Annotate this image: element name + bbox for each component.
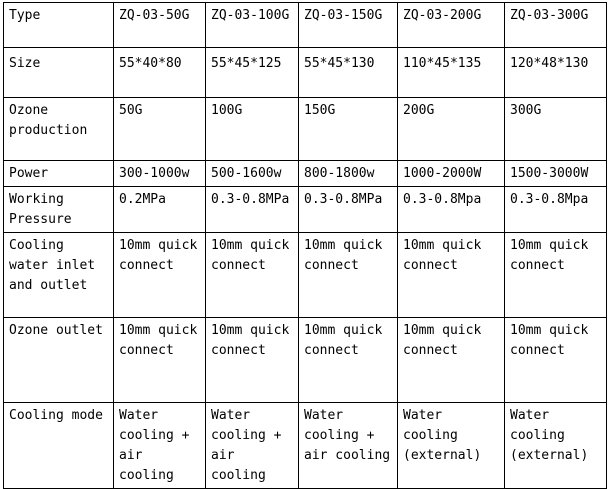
table-cell: 200G [398, 98, 505, 161]
table-row-ozone-outlet [4, 318, 607, 403]
table-cell: 110*45*135 [398, 48, 505, 98]
header-row [4, 3, 607, 48]
row-label: Ozone production [4, 98, 114, 161]
table-cell: 10mm quick connect [206, 233, 299, 318]
table-cell: Water cooling + air cooling [114, 403, 206, 489]
table-cell: Water cooling (external) [398, 403, 505, 489]
table-cell: 300-1000w [114, 161, 206, 187]
table-cell: 10mm quick connect [114, 318, 206, 403]
table-cell: 0.2MPa [114, 187, 206, 233]
table-cell: 55*40*80 [114, 48, 206, 98]
header-model-50g: ZQ-03-50G [114, 3, 206, 48]
table-row-working-pressure [4, 187, 607, 233]
header-model-100g: ZQ-03-100G [206, 3, 299, 48]
table-cell: 300G [505, 98, 607, 161]
table-cell: 0.3-0.8MPa [299, 187, 398, 233]
table-cell: 10mm quick connect [398, 318, 505, 403]
table-cell: 0.3-0.8Mpa [505, 187, 607, 233]
table-cell: 500-1600w [206, 161, 299, 187]
table-cell: 10mm quick connect [206, 318, 299, 403]
table-cell: 100G [206, 98, 299, 161]
header-model-300g: ZQ-03-300G [505, 3, 607, 48]
table-row-size [4, 48, 607, 98]
row-label: Ozone outlet [4, 318, 114, 403]
table-cell: 10mm quick connect [114, 233, 206, 318]
header-model-150g: ZQ-03-150G [299, 3, 398, 48]
table-row-cooling-water-inlet [4, 233, 607, 318]
row-label: Working Pressure [4, 187, 114, 233]
table-cell: 1000-2000W [398, 161, 505, 187]
table-cell: Water cooling + air cooling [206, 403, 299, 489]
table-cell: 1500-3000W [505, 161, 607, 187]
header-model-200g: ZQ-03-200G [398, 3, 505, 48]
table-cell: Water cooling (external) [505, 403, 607, 489]
table-cell: 55*45*125 [206, 48, 299, 98]
row-label: Cooling mode [4, 403, 114, 489]
table-row-power [4, 161, 607, 187]
row-label: Cooling water inlet and outlet [4, 233, 114, 318]
spec-table [3, 2, 607, 489]
table-cell: 150G [299, 98, 398, 161]
table-row-cooling-mode [4, 403, 607, 489]
table-cell: 0.3-0.8MPa [206, 187, 299, 233]
table-cell: 120*48*130 [505, 48, 607, 98]
table-cell: 10mm quick connect [505, 233, 607, 318]
table-cell: 10mm quick connect [505, 318, 607, 403]
table-cell: 10mm quick connect [398, 233, 505, 318]
table-cell: 50G [114, 98, 206, 161]
table-row-ozone-production [4, 98, 607, 161]
table-cell: 10mm quick connect [299, 318, 398, 403]
row-label: Size [4, 48, 114, 98]
table-cell: 10mm quick connect [299, 233, 398, 318]
table-cell: Water cooling + air cooling [299, 403, 398, 489]
table-cell: 800-1800w [299, 161, 398, 187]
header-type-label: Type [4, 3, 114, 48]
row-label: Power [4, 161, 114, 187]
table-cell: 55*45*130 [299, 48, 398, 98]
table-cell: 0.3-0.8Mpa [398, 187, 505, 233]
